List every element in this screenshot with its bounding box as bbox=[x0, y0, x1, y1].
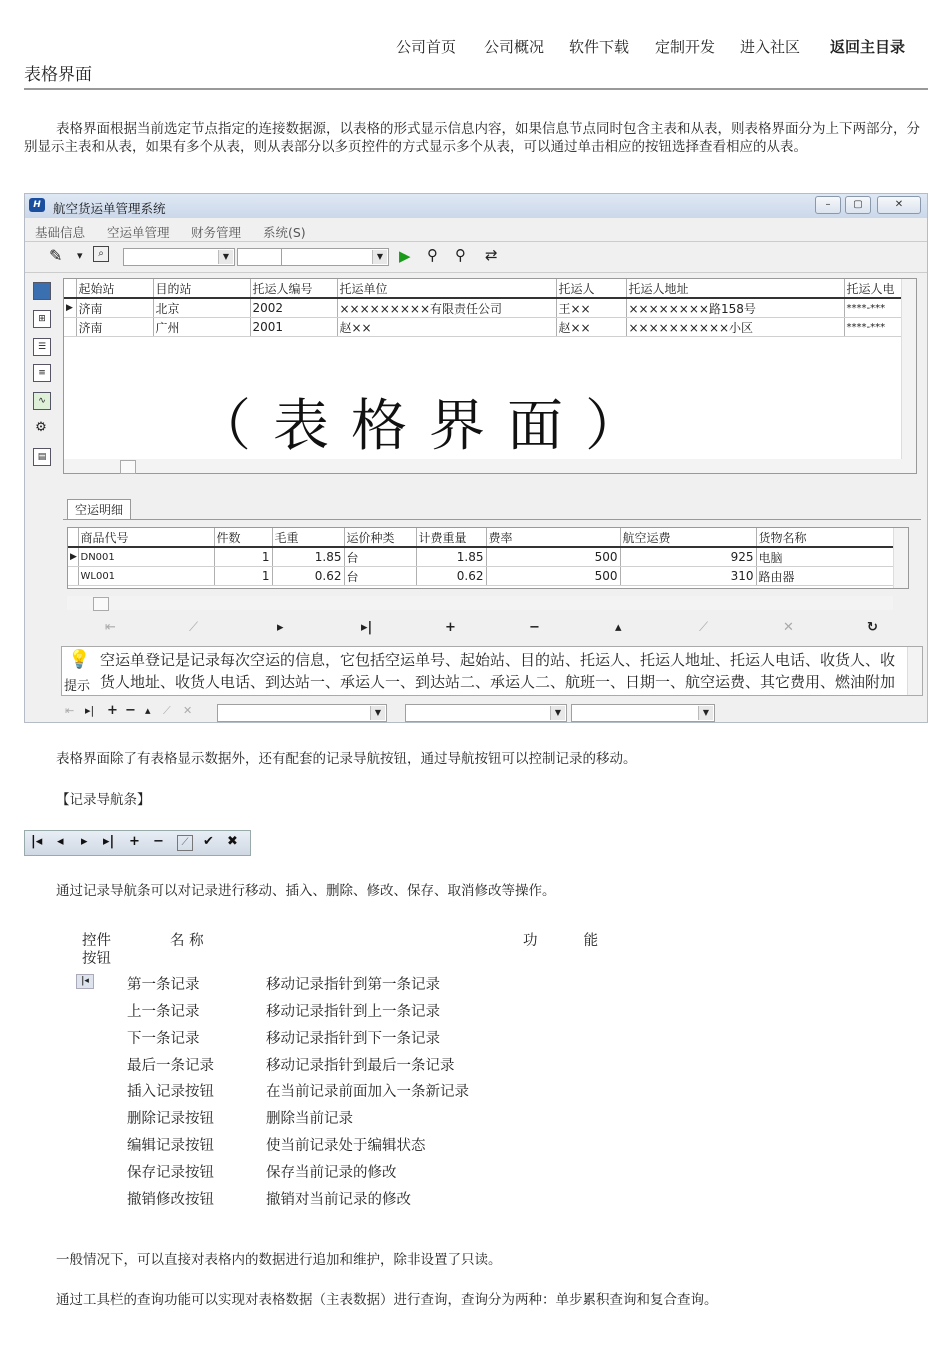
prev-record-icon[interactable]: ⟋ bbox=[189, 620, 199, 635]
edit-record-icon[interactable]: ⟋ bbox=[177, 835, 193, 851]
col-header[interactable]: 托运人电 bbox=[844, 279, 902, 298]
button-name: 第一条记录 bbox=[127, 977, 200, 993]
col-header[interactable]: 托运单位 bbox=[337, 279, 556, 298]
main-grid bbox=[64, 279, 903, 337]
detail-grid bbox=[68, 528, 895, 586]
nav-download-link[interactable]: 软件下载 bbox=[569, 38, 630, 56]
row-indicator bbox=[68, 567, 78, 586]
row-indicator bbox=[64, 318, 76, 337]
intro-paragraph: 表格界面根据当前选定节点指定的连接数据源，以表格的形式显示信息内容，如果信息节点同时包含主表和从表，则表格界面分为上下两部分，分别显示主表和从表，如果有多个从表，则从表部分以多页控件的方式显示多个从表，可以通过单击相应的按钮选择查看相应的从表。 bbox=[24, 121, 920, 155]
button-name: 下一条记录 bbox=[127, 1031, 200, 1047]
chevron-down-icon: ▼ bbox=[370, 706, 385, 720]
table-cell[interactable]: 1.85 bbox=[272, 547, 344, 567]
last-record-icon[interactable]: ▸| bbox=[103, 834, 115, 849]
delete-record-icon[interactable]: − bbox=[153, 834, 164, 849]
button-name: 撤销修改按钮 bbox=[127, 1192, 214, 1208]
table-cell[interactable]: 济南 bbox=[76, 298, 153, 318]
cancel-record-icon[interactable]: ✕ bbox=[183, 704, 193, 717]
table-row[interactable] bbox=[68, 547, 894, 567]
table-cell[interactable]: 广州 bbox=[153, 318, 250, 337]
col-header[interactable]: 目的站 bbox=[153, 279, 250, 298]
cancel-record-icon[interactable]: ✕ bbox=[783, 620, 794, 635]
col-header[interactable]: 商品代号 bbox=[78, 528, 214, 547]
table-cell[interactable]: 0.62 bbox=[416, 567, 486, 586]
header-button: 按钮 bbox=[82, 951, 111, 967]
table-cell[interactable]: 济南 bbox=[76, 318, 153, 337]
lightbulb-icon: 💡 bbox=[68, 649, 91, 670]
table-cell[interactable]: 500 bbox=[486, 547, 620, 567]
cancel-record-icon[interactable]: ✖ bbox=[227, 834, 238, 849]
first-record-icon[interactable]: |◂ bbox=[31, 834, 43, 849]
dropdown-arrow-icon[interactable]: ▾ bbox=[77, 249, 83, 262]
table-cell[interactable]: 北京 bbox=[153, 298, 250, 318]
hint-label: 提示 bbox=[64, 679, 91, 694]
table-cell[interactable]: 1 bbox=[214, 547, 272, 567]
prior-record-icon[interactable]: ◂ bbox=[57, 834, 64, 849]
status-combo-2[interactable] bbox=[405, 704, 567, 722]
table-cell[interactable]: ×××××××××有限责任公司 bbox=[337, 298, 556, 318]
table-cell[interactable]: 1.85 bbox=[416, 547, 486, 567]
table-cell[interactable]: 500 bbox=[486, 567, 620, 586]
section-label: 【记录导航条】 bbox=[56, 792, 151, 808]
table-cell[interactable]: DN001 bbox=[78, 547, 214, 567]
insert-record-icon[interactable]: + bbox=[445, 620, 456, 635]
status-combo-3[interactable] bbox=[571, 704, 715, 722]
table-cell[interactable]: 2002 bbox=[250, 298, 337, 318]
table-cell[interactable]: 路由器 bbox=[756, 567, 894, 586]
maximize-button[interactable]: ▢ bbox=[845, 196, 871, 214]
col-header[interactable]: 运价种类 bbox=[344, 528, 416, 547]
scroll-thumb[interactable] bbox=[93, 597, 109, 611]
hint-text: 空运单登记是记录每次空运的信息，它包括空运单号、起始站、目的站、托运人、托运人地址、托运人电话、收货人、收货人地址、收货人电话、到达站一、承运人一、到达站二、承运人二、航班一、日期一、航空运费、其它费用、燃油附加 bbox=[100, 651, 896, 691]
minimize-button[interactable]: – bbox=[815, 196, 841, 214]
refresh-icon[interactable]: ⇄ bbox=[485, 246, 498, 264]
post-record-icon[interactable]: ✔ bbox=[203, 834, 214, 849]
header-control: 控件 bbox=[82, 933, 111, 949]
page-title: 表格界面 bbox=[24, 65, 92, 85]
menu-basic-info[interactable]: 基础信息 bbox=[35, 225, 86, 240]
table-cell[interactable]: ****-*** bbox=[844, 298, 902, 318]
table-cell[interactable]: 2001 bbox=[250, 318, 337, 337]
button-name: 上一条记录 bbox=[127, 1004, 200, 1020]
menu-bar bbox=[25, 220, 927, 240]
button-function: 撤销对当前记录的修改 bbox=[266, 1192, 411, 1208]
table-row[interactable] bbox=[64, 318, 902, 337]
main-vertical-scrollbar[interactable] bbox=[901, 279, 916, 473]
button-function: 保存当前记录的修改 bbox=[266, 1165, 397, 1181]
operations-paragraph: 通过记录导航条可以对记录进行移动、插入、删除、修改、保存、取消修改等操作。 bbox=[56, 883, 556, 899]
hint-scrollbar[interactable] bbox=[907, 647, 922, 695]
col-header[interactable]: 货物名称 bbox=[756, 528, 894, 547]
col-header[interactable]: 费率 bbox=[486, 528, 620, 547]
window-titlebar bbox=[25, 194, 927, 218]
settings-icon[interactable]: ⚙ bbox=[35, 420, 47, 435]
table-cell[interactable]: 925 bbox=[620, 547, 756, 567]
table-cell[interactable]: 0.62 bbox=[272, 567, 344, 586]
chevron-down-icon: ▼ bbox=[372, 250, 387, 264]
nav-about-link[interactable]: 公司概况 bbox=[484, 38, 545, 56]
nav-back-link[interactable]: 返回主目录 bbox=[830, 38, 906, 56]
row-indicator-header bbox=[68, 528, 78, 547]
current-row-icon: ▶ bbox=[68, 547, 78, 567]
chevron-down-icon: ▼ bbox=[550, 706, 565, 720]
table-cell[interactable]: WL001 bbox=[78, 567, 214, 586]
navigation-paragraph: 表格界面除了有表格显示数据外，还有配套的记录导航按钮，通过导航按钮可以控制记录的移动。 bbox=[56, 751, 637, 767]
insert-record-icon[interactable]: + bbox=[107, 703, 118, 718]
table-row[interactable] bbox=[68, 567, 894, 586]
chevron-down-icon: ▼ bbox=[698, 706, 713, 720]
button-function: 移动记录指针到下一条记录 bbox=[266, 1031, 440, 1047]
delete-record-icon[interactable]: − bbox=[529, 620, 540, 635]
table-cell[interactable]: 赵×× bbox=[556, 318, 626, 337]
table-cell[interactable]: 赵×× bbox=[337, 318, 556, 337]
chart-icon[interactable]: ∿ bbox=[33, 392, 51, 410]
row-indicator-header bbox=[64, 279, 76, 298]
toolbar-divider bbox=[25, 272, 927, 273]
menu-system[interactable]: 系统(S) bbox=[263, 225, 306, 240]
table-cell[interactable]: 台 bbox=[344, 547, 416, 567]
button-function: 移动记录指针到上一条记录 bbox=[266, 1004, 440, 1020]
button-function: 在当前记录前面加入一条新记录 bbox=[266, 1084, 469, 1100]
app-logo-icon: H bbox=[29, 198, 45, 212]
table-cell[interactable]: 台 bbox=[344, 567, 416, 586]
col-header[interactable]: 件数 bbox=[214, 528, 272, 547]
button-name: 插入记录按钮 bbox=[127, 1084, 214, 1100]
header-function: 功 能 bbox=[523, 933, 599, 949]
col-header[interactable]: 计费重量 bbox=[416, 528, 486, 547]
detail-navigator bbox=[65, 616, 923, 642]
edit-record-icon[interactable]: ▴ bbox=[145, 704, 151, 717]
header-name: 名 称 bbox=[170, 933, 204, 949]
button-function: 移动记录指针到第一条记录 bbox=[266, 977, 440, 993]
tab-divider bbox=[63, 519, 921, 520]
last-record-icon[interactable]: ▸| bbox=[361, 620, 373, 635]
left-toolbar bbox=[29, 278, 57, 478]
delete-icon[interactable]: ▤ bbox=[33, 448, 51, 466]
first-record-icon[interactable]: ⇤ bbox=[105, 620, 116, 635]
app-window bbox=[24, 193, 928, 723]
value-combo[interactable] bbox=[281, 248, 389, 266]
col-header[interactable]: 毛重 bbox=[272, 528, 344, 547]
menu-finance[interactable]: 财务管理 bbox=[191, 225, 242, 240]
col-header[interactable]: 起始站 bbox=[76, 279, 153, 298]
toolbar bbox=[29, 244, 923, 270]
detail-table bbox=[67, 527, 909, 589]
table-row[interactable] bbox=[64, 298, 902, 318]
current-row-icon: ▶ bbox=[64, 298, 76, 318]
readonly-paragraph: 一般情况下，可以直接对表格内的数据进行追加和维护，除非设置了只读。 bbox=[56, 1252, 502, 1268]
last-record-icon[interactable]: ▸| bbox=[85, 704, 95, 717]
menu-waybill[interactable]: 空运单管理 bbox=[107, 225, 170, 240]
button-name: 最后一条记录 bbox=[127, 1058, 214, 1074]
table-cell[interactable]: 1 bbox=[214, 567, 272, 586]
first-record-icon: |◂ bbox=[76, 974, 94, 989]
status-bar bbox=[61, 702, 927, 722]
hint-panel bbox=[61, 646, 923, 696]
col-header[interactable]: 托运人 bbox=[556, 279, 626, 298]
scroll-thumb[interactable] bbox=[120, 460, 136, 474]
table-cell[interactable]: ××××××××××小区 bbox=[626, 318, 844, 337]
edit-record-icon[interactable]: ▴ bbox=[615, 620, 622, 635]
table-cell[interactable]: ****-*** bbox=[844, 318, 902, 337]
list-view-icon[interactable]: ☰ bbox=[33, 338, 51, 356]
query-paragraph: 通过工具栏的查询功能可以实现对表格数据（主表数据）进行查询，查询分为两种：单步累积查询和复合查询。 bbox=[56, 1292, 718, 1308]
tab-detail[interactable]: 空运明细 bbox=[67, 499, 131, 520]
document-icon[interactable]: ≡ bbox=[33, 364, 51, 382]
nav-custom-link[interactable]: 定制开发 bbox=[655, 38, 716, 56]
menu-divider bbox=[25, 241, 927, 242]
status-combo-1[interactable] bbox=[217, 704, 387, 722]
tree-view-icon[interactable]: ⊞ bbox=[33, 310, 51, 328]
overlay-caption: （表格界面） bbox=[195, 394, 663, 459]
pencil-icon[interactable]: ✎ bbox=[49, 246, 63, 265]
delete-record-icon[interactable]: − bbox=[125, 703, 136, 718]
find-next-icon[interactable]: ⚲ bbox=[455, 246, 466, 264]
button-function: 删除当前记录 bbox=[266, 1111, 353, 1127]
form-view-icon[interactable] bbox=[33, 282, 51, 300]
table-cell[interactable]: 电脑 bbox=[756, 547, 894, 567]
chevron-down-icon: ▼ bbox=[218, 250, 233, 264]
button-name: 编辑记录按钮 bbox=[127, 1138, 214, 1154]
next-record-icon[interactable]: ▸ bbox=[81, 834, 88, 849]
post-record-icon[interactable]: ⟋ bbox=[699, 620, 709, 635]
table-cell[interactable]: 310 bbox=[620, 567, 756, 586]
detail-horizontal-scrollbar[interactable] bbox=[67, 596, 893, 610]
record-navigator bbox=[24, 830, 251, 856]
window-title: 航空货运单管理系统 bbox=[53, 201, 166, 216]
button-function: 使当前记录处于编辑状态 bbox=[266, 1138, 426, 1154]
close-button[interactable]: ✕ bbox=[877, 196, 921, 214]
post-record-icon[interactable]: ⟋ bbox=[163, 704, 171, 717]
button-function: 移动记录指针到最后一条记录 bbox=[266, 1058, 455, 1074]
search-icon[interactable]: ⌕ bbox=[93, 246, 109, 262]
button-name: 保存记录按钮 bbox=[127, 1165, 214, 1181]
table-cell[interactable]: ××××××××路158号 bbox=[626, 298, 844, 318]
table-cell[interactable]: 王×× bbox=[556, 298, 626, 318]
col-header[interactable]: 托运人编号 bbox=[250, 279, 337, 298]
insert-record-icon[interactable]: + bbox=[129, 834, 140, 849]
nav-home-link[interactable]: 公司首页 bbox=[396, 38, 457, 56]
col-header[interactable]: 托运人地址 bbox=[626, 279, 844, 298]
button-name: 删除记录按钮 bbox=[127, 1111, 214, 1127]
run-query-icon[interactable]: ▶ bbox=[399, 247, 411, 265]
refresh-record-icon[interactable]: ↻ bbox=[867, 620, 878, 635]
find-icon[interactable]: ⚲ bbox=[427, 246, 438, 264]
detail-vertical-scrollbar[interactable] bbox=[893, 528, 908, 588]
field-combo[interactable] bbox=[123, 248, 235, 266]
next-record-icon[interactable]: ▸ bbox=[277, 620, 284, 635]
divider bbox=[24, 88, 928, 90]
first-record-icon[interactable]: ⇤ bbox=[65, 704, 75, 717]
nav-community-link[interactable]: 进入社区 bbox=[740, 38, 801, 56]
col-header[interactable]: 航空运费 bbox=[620, 528, 756, 547]
